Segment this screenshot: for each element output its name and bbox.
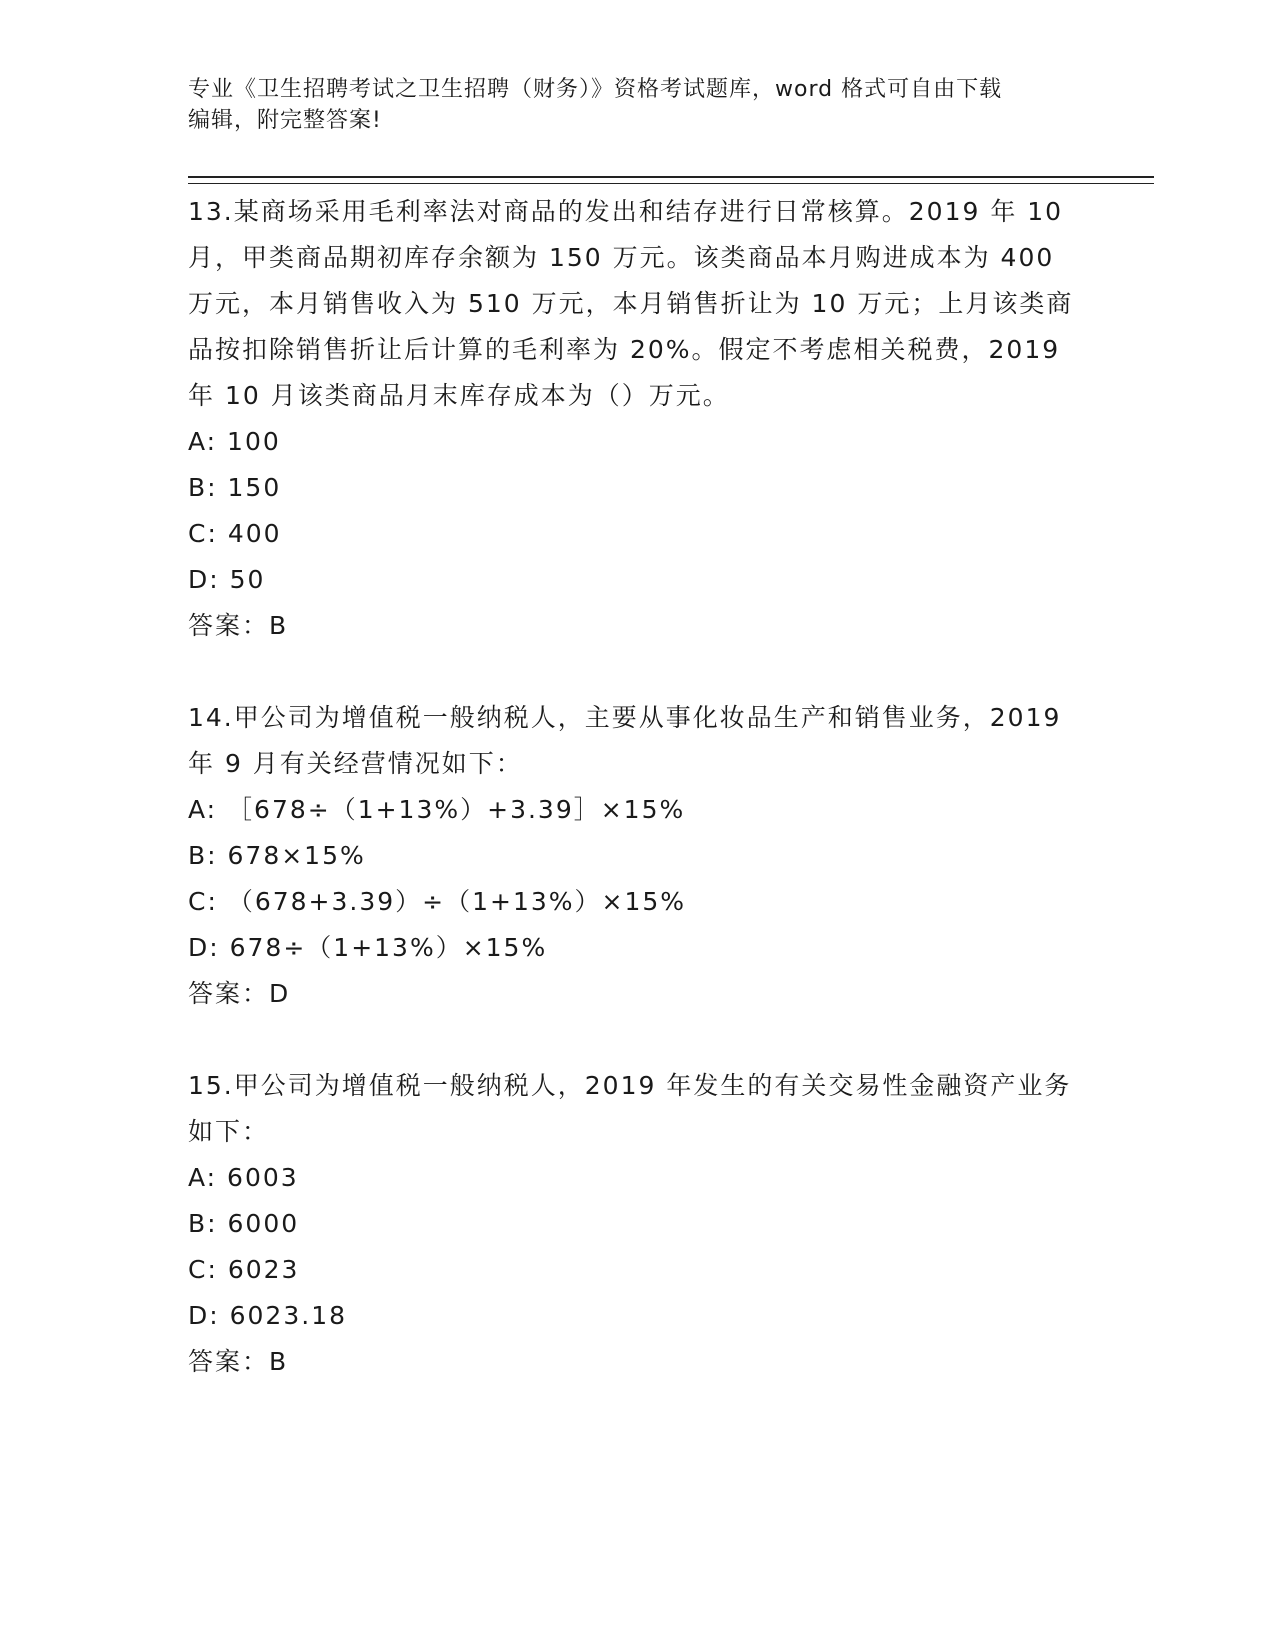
- option-d: D: 50: [188, 565, 266, 594]
- header-line-2: 编辑，附完整答案!: [188, 108, 382, 133]
- option-a: A: ［678÷（1+13%）+3.39］×15%: [188, 795, 686, 824]
- question-13: [188, 189, 1088, 649]
- answer: 答案：B: [188, 1347, 289, 1376]
- question-14: [188, 695, 1088, 1017]
- question-15: [188, 1063, 1088, 1385]
- header-divider: [188, 176, 1154, 184]
- option-d: D: 6023.18: [188, 1301, 348, 1330]
- header-line-1: 专业《卫生招聘考试之卫生招聘（财务）》资格考试题库，word 格式可自由下载: [188, 77, 1003, 102]
- answer: 答案：D: [188, 979, 291, 1008]
- question-stem: 13.某商场采用毛利率法对商品的发出和结存进行日常核算。2019 年 10 月，甲类商品期初库存余额为 150 万元。该类商品本月购进成本为 400 万元，本月销售收入为 510 万元，本月销售折让为 10 万元；上月该类商品按扣除销售折让后计算的毛利率为 20%。假定不考虑相关税费，2019 年 10 月该类商品月末库存成本为（）万元。: [188, 197, 1074, 410]
- option-d: D: 678÷（1+13%）×15%: [188, 933, 548, 962]
- option-b: B: 6000: [188, 1209, 300, 1238]
- answer: 答案：B: [188, 611, 289, 640]
- option-a: A: 6003: [188, 1163, 299, 1192]
- option-a: A: 100: [188, 427, 281, 456]
- option-b: B: 150: [188, 473, 282, 502]
- option-c: C: 400: [188, 519, 282, 548]
- document-header: [188, 74, 1088, 136]
- option-b: B: 678×15%: [188, 841, 366, 870]
- question-stem: 15.甲公司为增值税一般纳税人，2019 年发生的有关交易性金融资产业务如下：: [188, 1071, 1072, 1146]
- option-c: C: 6023: [188, 1255, 300, 1284]
- option-c: C: （678+3.39）÷（1+13%）×15%: [188, 887, 687, 916]
- question-list: [188, 189, 1088, 1431]
- question-stem: 14.甲公司为增值税一般纳税人，主要从事化妆品生产和销售业务，2019 年 9 月有关经营情况如下：: [188, 703, 1062, 778]
